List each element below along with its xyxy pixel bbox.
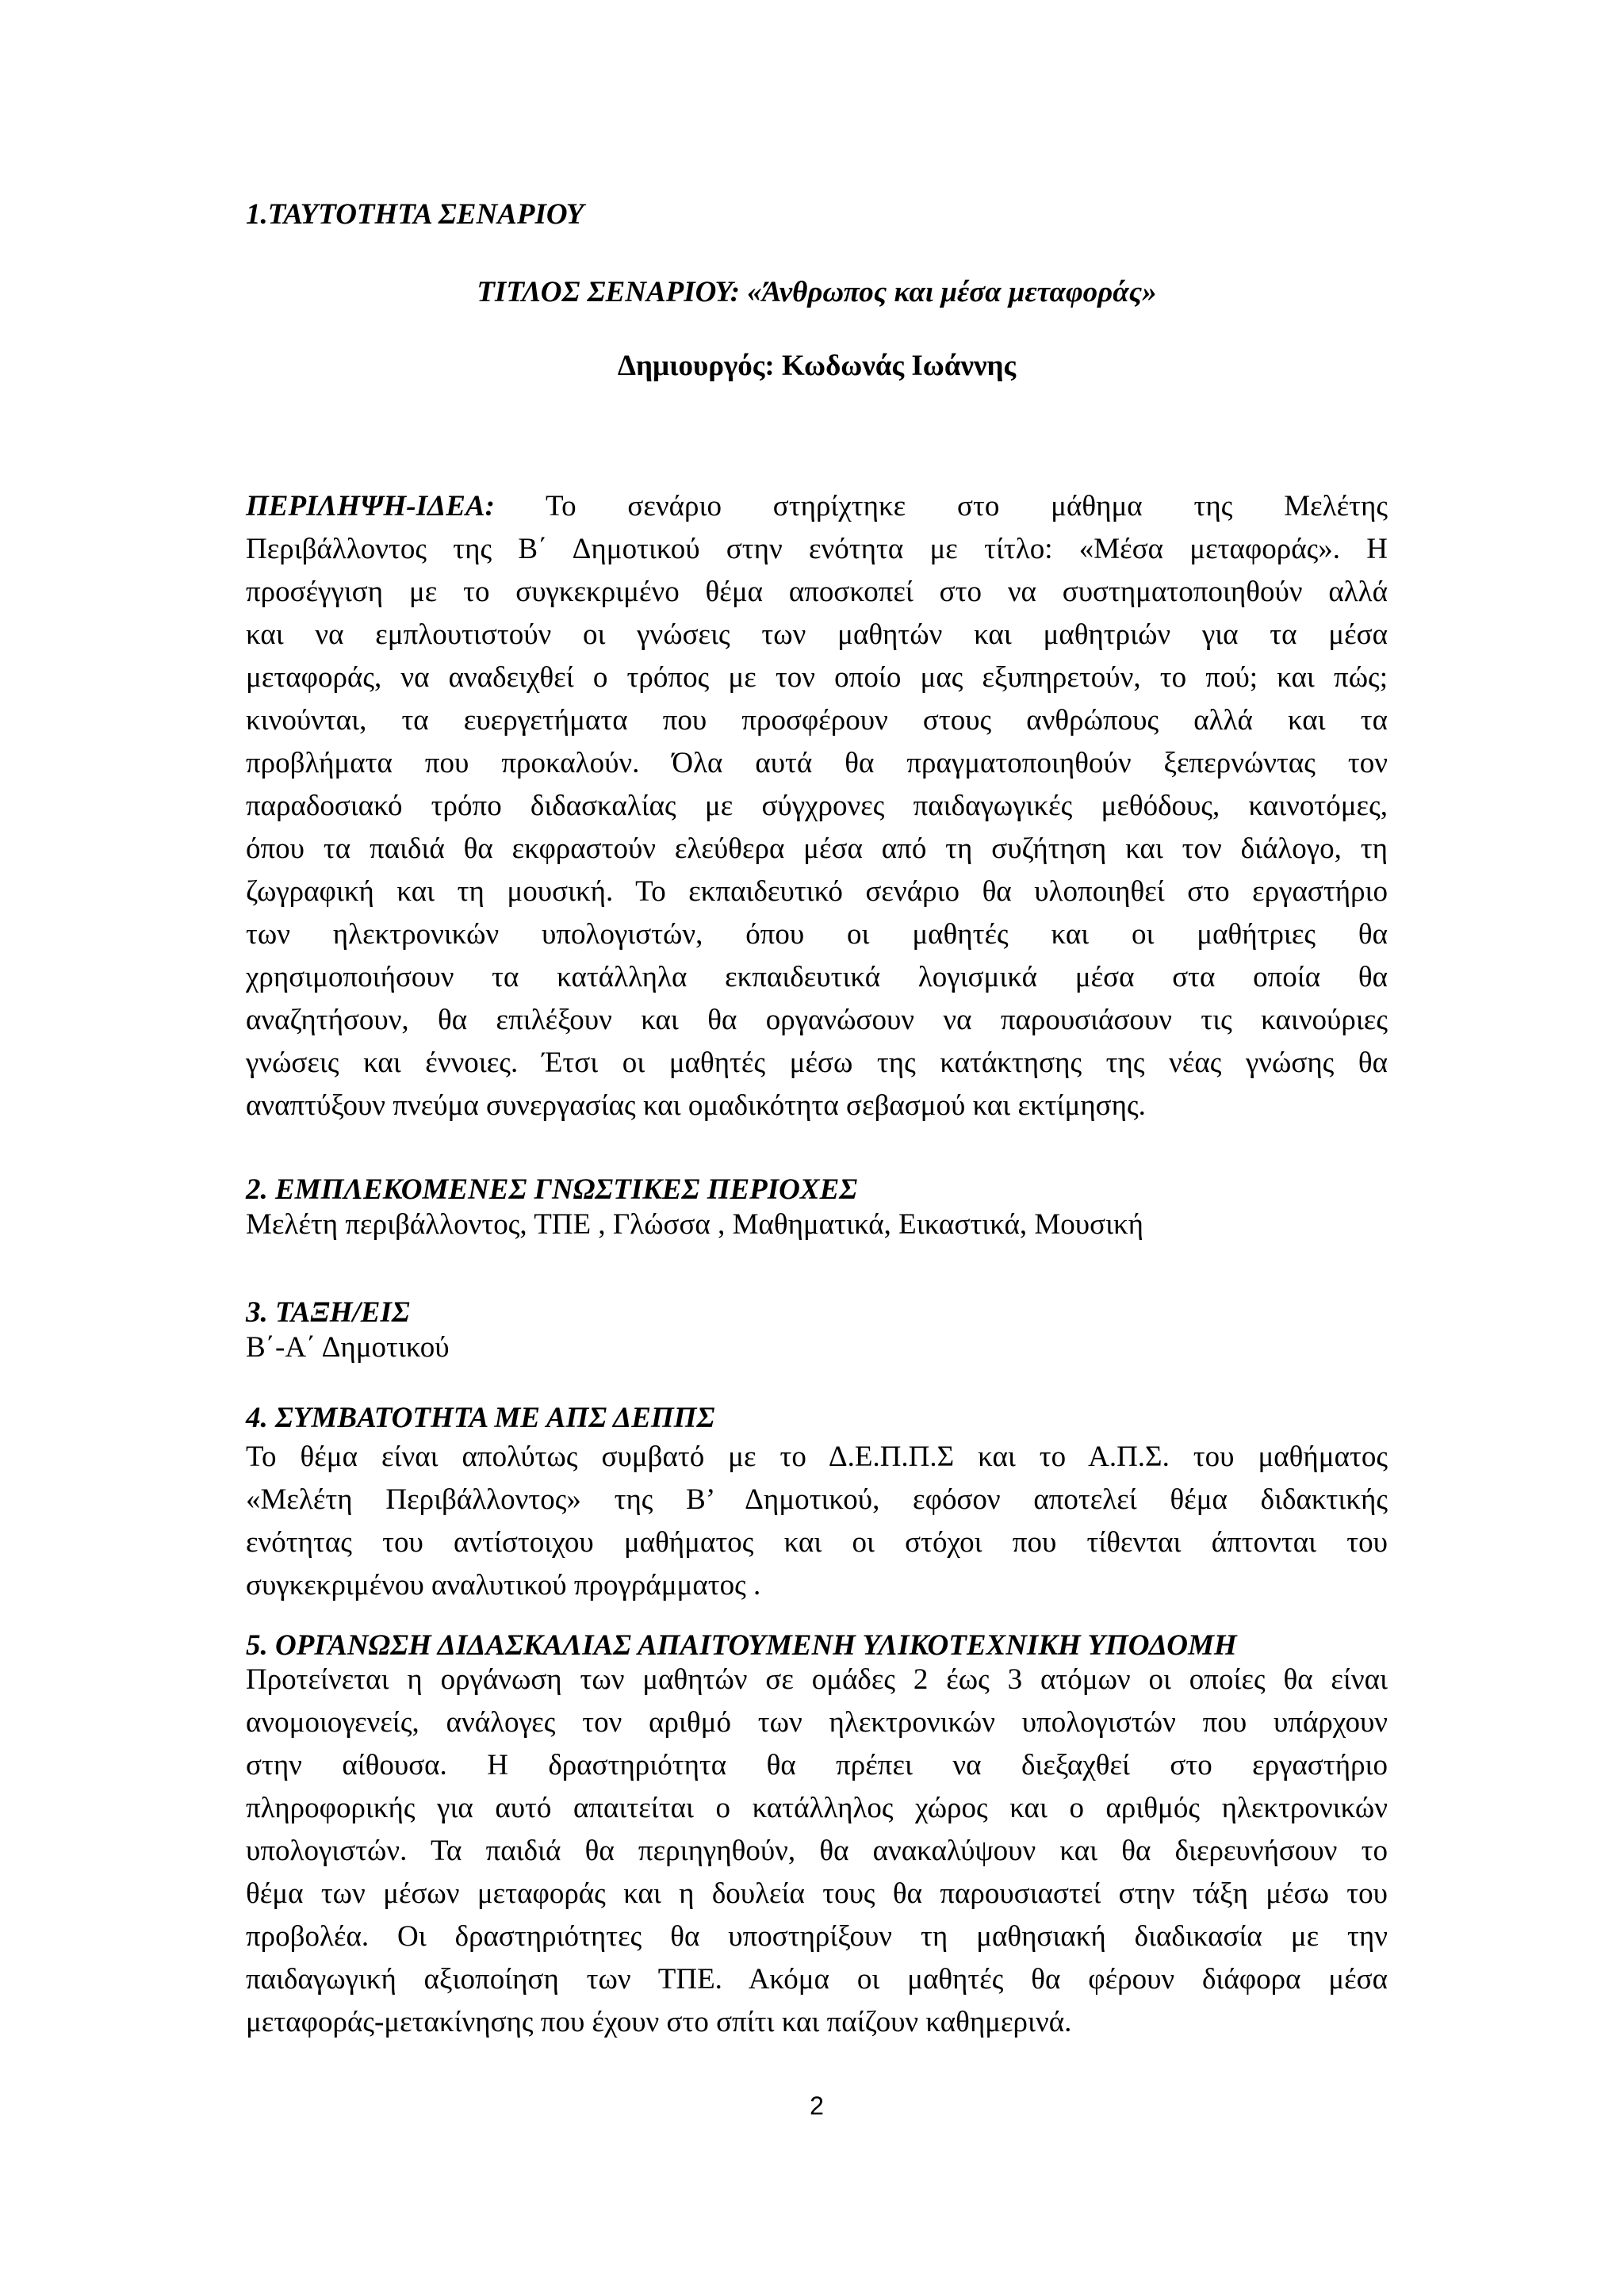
scenario-title-label: ΤΙΤΛΟΣ ΣΕΝΑΡΙΟΥ:: [477, 276, 741, 308]
section-5-heading: 5. ΟΡΓΑΝΩΣΗ ΔΙΔΑΣΚΑΛΙΑΣ ΑΠΑΙΤΟΥΜΕΝΗ ΥΛΙΚΟΤΕΧΝΙΚΗ ΥΠΟΔΟΜΗ: [246, 1629, 1237, 1662]
grade-level: Β΄-Α΄ Δημοτικού: [246, 1331, 450, 1364]
summary-line: προσέγγιση με το συγκεκριμένο θέμα αποσκοπεί στο να συστηματοποιηθούν αλλά: [246, 576, 1388, 608]
summary-line: Περιβάλλοντος της Β΄ Δημοτικού στην ενότητα με τίτλο: «Μέσα μεταφοράς». Η: [246, 533, 1388, 565]
summary-line: χρησιμοποιήσουν τα κατάλληλα εκπαιδευτικά λογισμικά μέσα στα οποία θα: [246, 961, 1388, 993]
section-3-heading: 3. ΤΑΞΗ/ΕΙΣ: [246, 1296, 410, 1329]
compatibility-line: ενότητας του αντίστοιχου μαθήματος και οι στόχοι που τίθενται άπτονται του: [246, 1526, 1388, 1559]
summary-line: ΠΕΡΙΛΗΨΗ-ΙΔΕΑ: Το σενάριο στηρίχτηκε στο μάθημα της Μελέτης: [246, 490, 1388, 522]
section-4-heading: 4. ΣΥΜΒΑΤΟΤΗΤΑ ΜΕ ΑΠΣ ΔΕΠΠΣ: [246, 1402, 715, 1434]
summary-line: ζωγραφική και τη μουσική. Το εκπαιδευτικό σενάριο θα υλοποιηθεί στο εργαστήριο: [246, 875, 1388, 908]
organization-line: ανομοιογενείς, ανάλογες τον αριθμό των ηλεκτρονικών υπολογιστών που υπάρχουν: [246, 1706, 1388, 1739]
organization-line: θέμα των μέσων μεταφοράς και η δουλεία τους θα παρουσιαστεί στην τάξη μέσω του: [246, 1877, 1388, 1910]
summary-line: γνώσεις και έννοιες. Έτσι οι μαθητές μέσω της κατάκτησης της νέας γνώσης θα: [246, 1047, 1388, 1079]
section-2-heading: 2. ΕΜΠΛΕΚΟΜΕΝΕΣ ΓΝΩΣΤΙΚΕΣ ΠΕΡΙΟΧΕΣ: [246, 1173, 858, 1206]
organization-line: στην αίθουσα. Η δραστηριότητα θα πρέπει να διεξαχθεί στο εργαστήριο: [246, 1749, 1388, 1781]
summary-line: μεταφοράς, να αναδειχθεί ο τρόπος με τον οποίο μας εξυπηρετούν, το πού; και πώς;: [246, 661, 1388, 694]
organization-line: πληροφορικής για αυτό απαιτείται ο κατάλληλος χώρος και ο αριθμός ηλεκτρονικών: [246, 1792, 1388, 1824]
section-4-paragraph: [246, 1436, 1388, 1607]
organization-line: παιδαγωγική αξιοποίηση των ΤΠΕ. Ακόμα οι μαθητές θα φέρουν διάφορα μέσα: [246, 1963, 1388, 1996]
compatibility-line: «Μελέτη Περιβάλλοντος» της Β’ Δημοτικού, εφόσον αποτελεί θέμα διδακτικής: [246, 1483, 1388, 1516]
compatibility-line: συγκεκριμένου αναλυτικού προγράμματος .: [246, 1569, 761, 1601]
summary-line: κινούνται, τα ευεργετήματα που προσφέρουν στους ανθρώπους αλλά και τα: [246, 704, 1388, 737]
organization-line: προβολέα. Οι δραστηριότητες θα υποστηρίξουν τη μαθησιακή διαδικασία με την: [246, 1920, 1388, 1953]
summary-line: προβλήματα που προκαλούν. Όλα αυτά θα πραγματοποιηθούν ξεπερνώντας τον: [246, 747, 1388, 779]
section-3-text: [246, 1326, 1388, 1369]
compatibility-line: Το θέμα είναι απολύτως συμβατό με το Δ.Ε.Π.Π.Σ και το Α.Π.Σ. του μαθήματος: [246, 1441, 1388, 1473]
scenario-title-value: «Άνθρωπος και μέσα μεταφοράς»: [747, 276, 1157, 308]
section-2-text: [246, 1203, 1388, 1246]
scenario-title: [246, 277, 1388, 307]
page-number: 2: [810, 2091, 824, 2120]
summary-line: παραδοσιακό τρόπο διδασκαλίας με σύγχρονες παιδαγωγικές μεθόδους, καινοτόμες,: [246, 790, 1388, 822]
summary-paragraph: [246, 485, 1388, 1127]
scenario-creator: Δημιουργός: Κωδωνάς Ιωάννης: [617, 350, 1017, 382]
section-1-heading: 1.ΤΑΥΤΟΤΗΤΑ ΣΕΝΑΡΙΟΥ: [246, 198, 584, 231]
organization-line: Προτείνεται η οργάνωση των μαθητών σε ομάδες 2 έως 3 ατόμων οι οποίες θα είναι: [246, 1663, 1388, 1696]
summary-line: αναζητήσουν, θα επιλέξουν και θα οργανώσουν να παρουσιάσουν τις καινούριες: [246, 1004, 1388, 1036]
summary-label: ΠΕΡΙΛΗΨΗ-ΙΔΕΑ:: [246, 490, 495, 522]
knowledge-areas: Μελέτη περιβάλλοντος, ΤΠΕ , Γλώσσα , Μαθηματικά, Εικαστικά, Μουσική: [246, 1208, 1144, 1241]
summary-line: και να εμπλουτιστούν οι γνώσεις των μαθητών και μαθητριών για τα μέσα: [246, 618, 1388, 651]
organization-line: υπολογιστών. Τα παιδιά θα περιηγηθούν, θα ανακαλύψουν και θα διερευνήσουν το: [246, 1835, 1388, 1867]
section-5-paragraph: [246, 1659, 1388, 2044]
summary-line: των ηλεκτρονικών υπολογιστών, όπου οι μαθητές και οι μαθήτριες θα: [246, 918, 1388, 951]
summary-line: αναπτύξουν πνεύμα συνεργασίας και ομαδικότητα σεβασμού και εκτίμησης.: [246, 1089, 1146, 1122]
organization-line: μεταφοράς-μετακίνησης που έχουν στο σπίτι και παίζουν καθημερινά.: [246, 2006, 1072, 2038]
summary-line: όπου τα παιδιά θα εκφραστούν ελεύθερα μέσα από τη συζήτηση και τον διάλογο, τη: [246, 832, 1388, 865]
document-page: [246, 0, 1388, 2296]
